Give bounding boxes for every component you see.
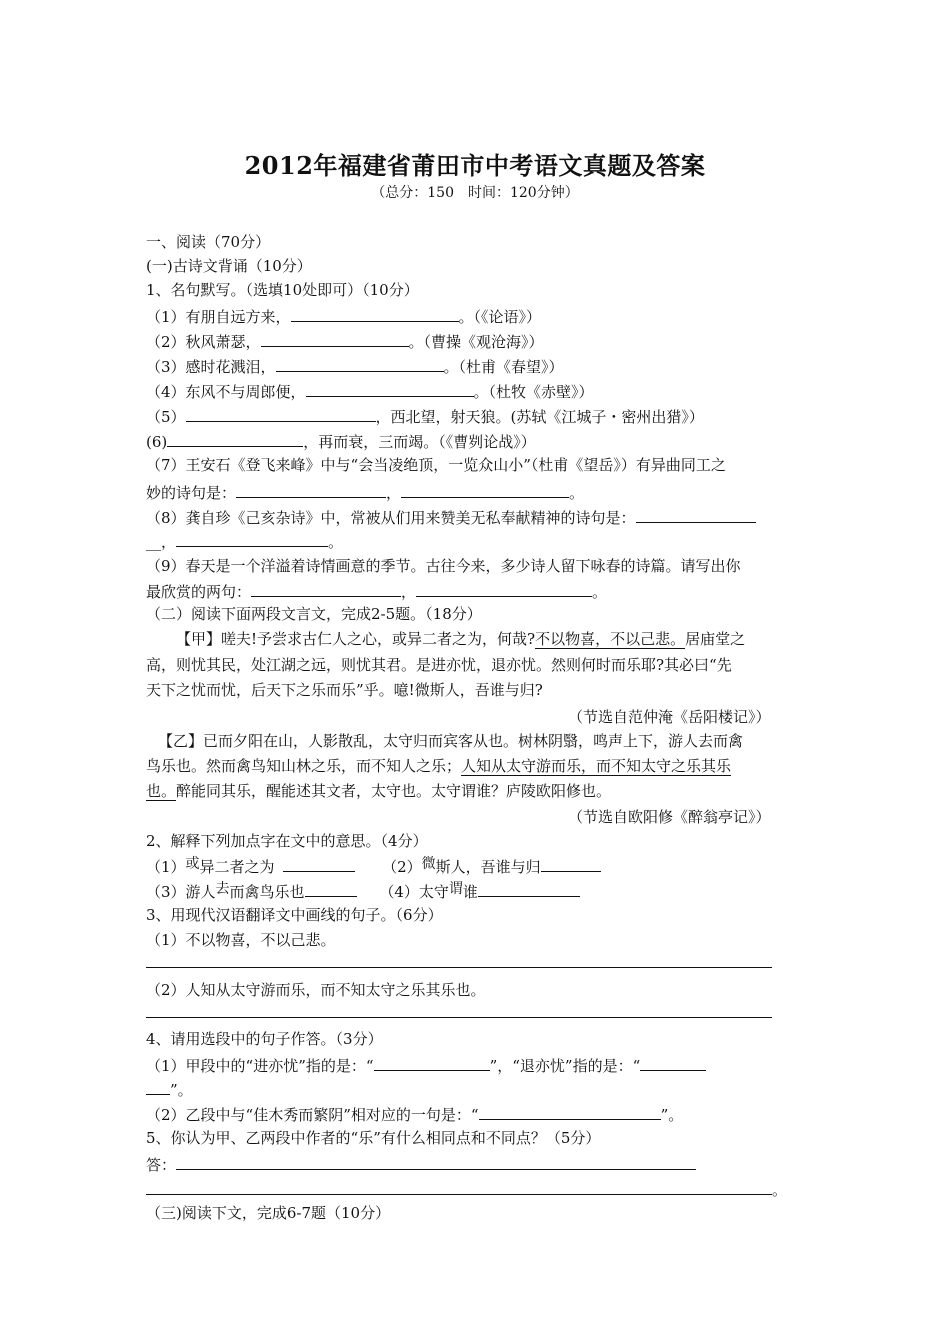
- answer-label: 答：: [146, 1156, 177, 1174]
- question-4-sub1-cont: [146, 1078, 193, 1100]
- answer-blank[interactable]: [146, 1178, 772, 1195]
- answer-blank[interactable]: [541, 855, 601, 872]
- item-4: [146, 380, 594, 402]
- item-text: 谁: [462, 883, 478, 901]
- item-7-line1: （7）王安石《登飞来峰》中与“会当凌绝顶，一览众山小”（杜甫《望岳》）有异曲同工之: [146, 456, 726, 474]
- answer-blank[interactable]: [291, 305, 459, 322]
- item-8-line1: [146, 506, 756, 528]
- question-2-row1: [146, 855, 601, 878]
- punct: ”。: [170, 1081, 193, 1099]
- item-text: （8）龚自珍《己亥杂诗》中，常被从们用来赞美无私奉献精神的诗句是：: [146, 509, 636, 527]
- item-text: 妙的诗句是：: [146, 484, 237, 502]
- underlined-sentence: 人知从太守游而乐，而不知太守之乐其乐: [461, 757, 732, 775]
- part3-heading: （三)阅读下文，完成6-7题（10分）: [146, 1204, 391, 1222]
- question-5-answer: [146, 1153, 696, 1175]
- answer-blank[interactable]: [261, 330, 409, 347]
- item-text: （4）太守: [379, 883, 449, 901]
- section-heading: 一、阅读（70分）: [146, 233, 271, 251]
- question-2: 2、解释下列加点字在文中的意思。（4分）: [146, 832, 428, 850]
- item-source: 。（《论语》）: [458, 308, 542, 326]
- punct: 。: [328, 533, 344, 551]
- answer-line[interactable]: [146, 1017, 772, 1018]
- answer-blank[interactable]: [176, 1153, 696, 1170]
- answer-blank[interactable]: [176, 530, 328, 547]
- item-text: （4）东风不与周郎便，: [146, 383, 306, 401]
- question-4: 4、请用选段中的句子作答。（3分）: [146, 1030, 383, 1048]
- answer-blank[interactable]: [401, 481, 569, 498]
- item-9-line2: [146, 580, 607, 602]
- question-2-row2: [146, 880, 580, 903]
- question-3-sub2: （2）人知从太守游而乐，而不知太守之乐其乐也。: [146, 981, 486, 999]
- question-3: 3、用现代汉语翻译文中画线的句子。（6分）: [146, 906, 443, 924]
- item-2: [146, 330, 544, 352]
- item-text: （2）乙段中与“佳木秀而繁阴”相对应的一句是：“: [146, 1106, 479, 1124]
- answer-blank[interactable]: [306, 380, 474, 397]
- punct: 。: [592, 583, 608, 601]
- part2-heading: （二）阅读下面两段文言文，完成2-5题。（18分）: [146, 605, 482, 623]
- item-8-line2: [146, 530, 343, 552]
- answer-line[interactable]: [146, 967, 772, 968]
- dotted-char: 或: [185, 856, 200, 872]
- answer-blank[interactable]: [374, 1054, 490, 1071]
- passage-yi-line2: [146, 756, 731, 776]
- dotted-char: 去: [215, 881, 230, 897]
- punct: ，: [401, 583, 417, 601]
- answer-blank[interactable]: [283, 855, 355, 872]
- punct: 。: [772, 1181, 788, 1199]
- answer-blank[interactable]: [251, 580, 401, 597]
- answer-blank[interactable]: [305, 880, 357, 897]
- item-text: （3）感时花溅泪，: [146, 358, 276, 376]
- answer-blank[interactable]: [478, 880, 580, 897]
- item-source: 。（杜牧《赤壁》）: [473, 383, 594, 401]
- item-text: __，: [146, 533, 177, 551]
- item-9-line1: （9）春天是一个洋溢着诗情画意的季节。古往今来，多少诗人留下咏春的诗篇。请写出你: [146, 557, 741, 575]
- item-text: 斯人，吾谁与归: [435, 858, 541, 876]
- answer-blank[interactable]: [236, 481, 386, 498]
- item-text: 而禽鸟乐也: [229, 883, 305, 901]
- item-1: [146, 305, 541, 327]
- item-text: （3）游人: [146, 883, 216, 901]
- underlined-sentence: 也。: [146, 782, 177, 800]
- item-source: ，西北望，射天狼。(苏轼《江城子・密州出猎》）: [375, 408, 704, 426]
- item-text: （1）有朋自远方来，: [146, 308, 291, 326]
- passage-jia-line3: 天下之忧而忧，后天下之乐而乐”乎。噫!微斯人，吾谁与归?: [146, 681, 543, 699]
- answer-blank[interactable]: [479, 1103, 661, 1120]
- punct: ，: [386, 484, 402, 502]
- passage-text: 居庙堂之: [685, 630, 746, 648]
- answer-blank[interactable]: [416, 580, 592, 597]
- item-3: [146, 355, 564, 377]
- item-source: ，再而衰，三而竭。（《曹刿论战》）: [303, 433, 536, 451]
- passage-yi-source: （节选自欧阳修《醉翁亭记》）: [568, 808, 771, 826]
- answer-blank[interactable]: [146, 1078, 170, 1095]
- dotted-char: 微: [421, 856, 436, 872]
- item-6: [146, 430, 536, 452]
- passage-yi-line1: 【乙】已而夕阳在山，人影散乱，太守归而宾客从也。树林阴翳，鸣声上下，游人去而禽: [158, 732, 744, 750]
- item-source: 。（杜甫《春望》）: [443, 358, 564, 376]
- item-text: 异二者之为: [199, 858, 275, 876]
- item-text: (6): [146, 433, 168, 451]
- item-text: （1）甲段中的“进亦忧”指的是：“: [146, 1057, 374, 1075]
- page-title: 2012年福建省莆田市中考语文真题及答案: [244, 151, 706, 180]
- item-source: 。（曹操《观沧海》）: [408, 333, 544, 351]
- passage-jia-source: （节选自范仲淹《岳阳楼记》）: [568, 708, 771, 726]
- page-subtitle: （总分：150 时间：120分钟）: [371, 185, 579, 201]
- passage-text: 鸟乐也。然而禽鸟知山林之乐，而不知人之乐；: [146, 757, 462, 775]
- part-heading: (一)古诗文背诵（10分）: [146, 257, 312, 275]
- item-number: （2）: [382, 858, 422, 876]
- answer-blank[interactable]: [636, 506, 756, 523]
- answer-blank[interactable]: [276, 355, 444, 372]
- punct: ”。: [660, 1106, 684, 1124]
- item-7-line2: [146, 481, 584, 503]
- answer-blank[interactable]: [640, 1054, 706, 1071]
- dotted-char: 谓: [448, 881, 463, 897]
- item-5: [146, 405, 704, 427]
- passage-jia-line1: [176, 629, 745, 649]
- passage-text: 醉能同其乐，醒能述其文者，太守也。太守谓谁？庐陵欧阳修也。: [176, 782, 612, 800]
- question-1: 1、名句默写。（选填10处即可）（10分）: [146, 281, 419, 299]
- question-3-sub1: （1）不以物喜，不以己悲。: [146, 931, 336, 949]
- question-4-sub1: [146, 1054, 706, 1076]
- item-text: （5）: [146, 408, 186, 426]
- item-text: 最欣赏的两句：: [146, 583, 252, 601]
- item-number: （1）: [146, 858, 186, 876]
- answer-blank[interactable]: [167, 430, 303, 447]
- passage-yi-line3: [146, 781, 611, 801]
- item-text: （2）秋风萧瑟，: [146, 333, 261, 351]
- answer-blank[interactable]: [186, 405, 376, 422]
- passage-jia-line2: 高，则忧其民，处江湖之远，则忧其君。是进亦忧，退亦忧。然则何时而乐耶?其必曰“先: [146, 656, 732, 674]
- punct: 。: [569, 484, 585, 502]
- question-5-answer-line2: [146, 1178, 787, 1200]
- question-5: 5、你认为甲、乙两段中作者的“乐”有什么相同点和不同点？（5分）: [146, 1129, 601, 1147]
- underlined-sentence: 不以物喜，不以己悲。: [535, 630, 686, 648]
- passage-text: 【甲】嗟夫!予尝求古仁人之心，或异二者之为，何哉?: [176, 630, 536, 648]
- question-4-sub2: [146, 1103, 683, 1125]
- item-text: ”，“退亦忧”指的是：“: [489, 1057, 641, 1075]
